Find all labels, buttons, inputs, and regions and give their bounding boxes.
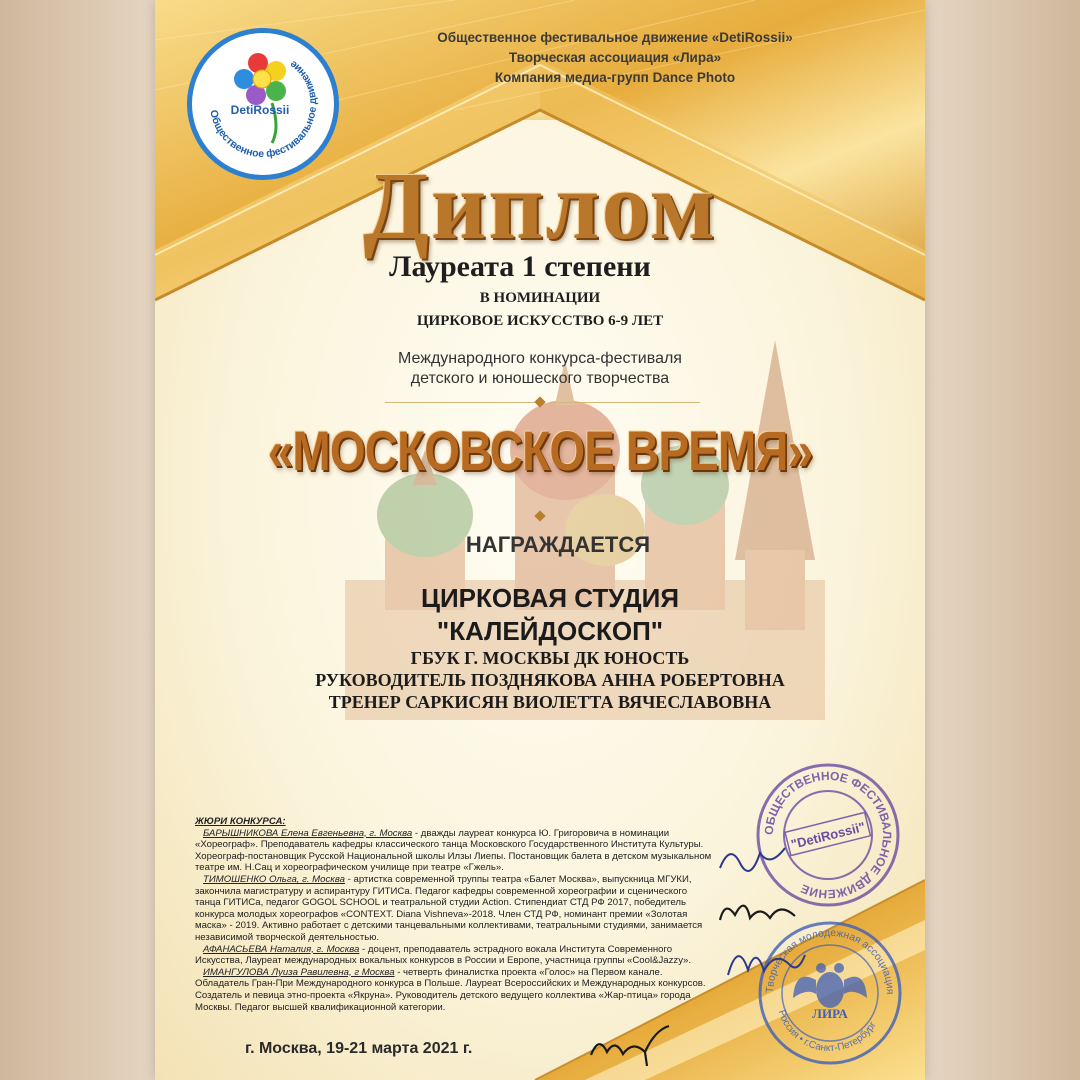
nomination-value: ЦИРКОВОЕ ИСКУССТВО 6-9 ЛЕТ [416,313,664,329]
diploma-title: Диплом [362,152,718,259]
header-line-2: Творческая ассоциация «Лира» [508,50,722,65]
logo-brand-name: DetiRossii [230,103,290,117]
nomination-label: В НОМИНАЦИИ [479,290,601,306]
signature-4 [585,1020,675,1070]
recipient-line-1: ЦИРКОВАЯ СТУДИЯ [420,583,680,613]
competition-line-1: Международного конкурса-фестиваля [398,350,682,367]
logo-ring-text: Общественное фестивальное движение [207,57,320,161]
jury-member: АФАНАСЬЕВА Наталия, г. Москва - доцент, преподаватель эстрадного вокала Института Современного Искусства, Лауреат международных вокальных конкурсов в России и Европе, участница группы «Cool&Jazzy». [195,943,692,967]
signature-1 [715,838,795,878]
recipient-director: РУКОВОДИТЕЛЬ ПОЗДНЯКОВА АННА РОБЕРТОВНА [315,670,785,690]
jury-member: ИМАНГУЛОВА Луиза Равилевна, г Москва - четверть финалистка проекта «Голос» на Первом канале. Обладатель Гран-При Международного конкурса в Польше. Лауреат Всероссийских и Международных конкурсов. Создатель и певица этно-проекта «Якруна». Руководитель детского ведущего коллектива «Жар-птица» города Москвы. Педагог высшей квалификационной категории. [195,966,706,1013]
lira-stamp-bottom-text: Россия • г.Санкт-Петербург [775,1008,879,1055]
laureate-degree: Лауреата 1 степени [389,250,651,283]
festival-stamp-ring-text: ОБЩЕСТВЕННОЕ ФЕСТИВАЛЬНОЕ ДВИЖЕНИЕ [761,768,895,902]
header-line-3: Компания медиа-групп Dance Photo [494,70,736,85]
event-name: «МОСКОВСКОЕ ВРЕМЯ» [267,419,813,482]
signature-2 [715,890,805,935]
divider-line [385,402,535,403]
recipient-trainer: ТРЕНЕР САРКИСЯН ВИОЛЕТТА ВЯЧЕСЛАВОВНА [328,692,772,712]
jury-heading: ЖЮРИ КОНКУРСА: [195,816,286,827]
signature-3 [720,935,810,985]
lira-stamp-ring-text: Творческая молодежная ассоциация [763,926,897,995]
festival-stamp-center: "DetiRossii" [789,819,867,852]
jury-section [195,816,715,1013]
divider-line [550,402,700,403]
recipient-line-2: "КАЛЕЙДОСКОП" [436,616,664,646]
recipient-organization: ГБУК Г. МОСКВЫ ДК ЮНОСТЬ [410,648,690,668]
jury-member: БАРЫШНИКОВА Елена Евгеньевна, г. Москва - дважды лауреат конкурса Ю. Григоровича в номинации «Хореограф». Преподаватель кафедры классического танца Московского Государственного Института Культуры. Хореограф-постановщик Русской Национальной школы Илзы Лиепы. Постановщик балета в детском музыкальном театре им. Н.Сац и хореографическом училище при театре «Гжель». [195,827,712,874]
jury-member: ТИМОШЕНКО Ольга, г. Москва - артистка современной труппы театра «Балет Москва», выпускница МГУКИ, закончила магистратуру и аспирантуру ГИТИСа. Педагог кафедры современной хореографии и сценического танца ГИТИСа, педагог GOGOL SCHOOL и театральной студии Action. Стипендиат СТД РФ 2017, победитель конкурса молодых хореографов «CONTEXT. Diana Vishneva»-2018. Член СТД РФ, номинант премии «Золотая маска» - 2019. Активно работает с детскими танцевальными коллективами, театральными студиями, занимается независимой творческой деятельностью. [195,873,703,943]
competition-line-2: детского и юношеского творчества [410,370,670,387]
diploma-sheet [155,0,925,1080]
issue-date: г. Москва, 19-21 марта 2021 г. [245,1040,473,1057]
header-line-1: Общественное фестивальное движение «DetiRossii» [437,30,793,45]
lira-stamp-center: ЛИРА [812,1006,848,1021]
festival-stamp [753,760,903,910]
flower-icon [234,53,286,143]
awarded-label: НАГРАЖДАЕТСЯ [465,532,651,557]
